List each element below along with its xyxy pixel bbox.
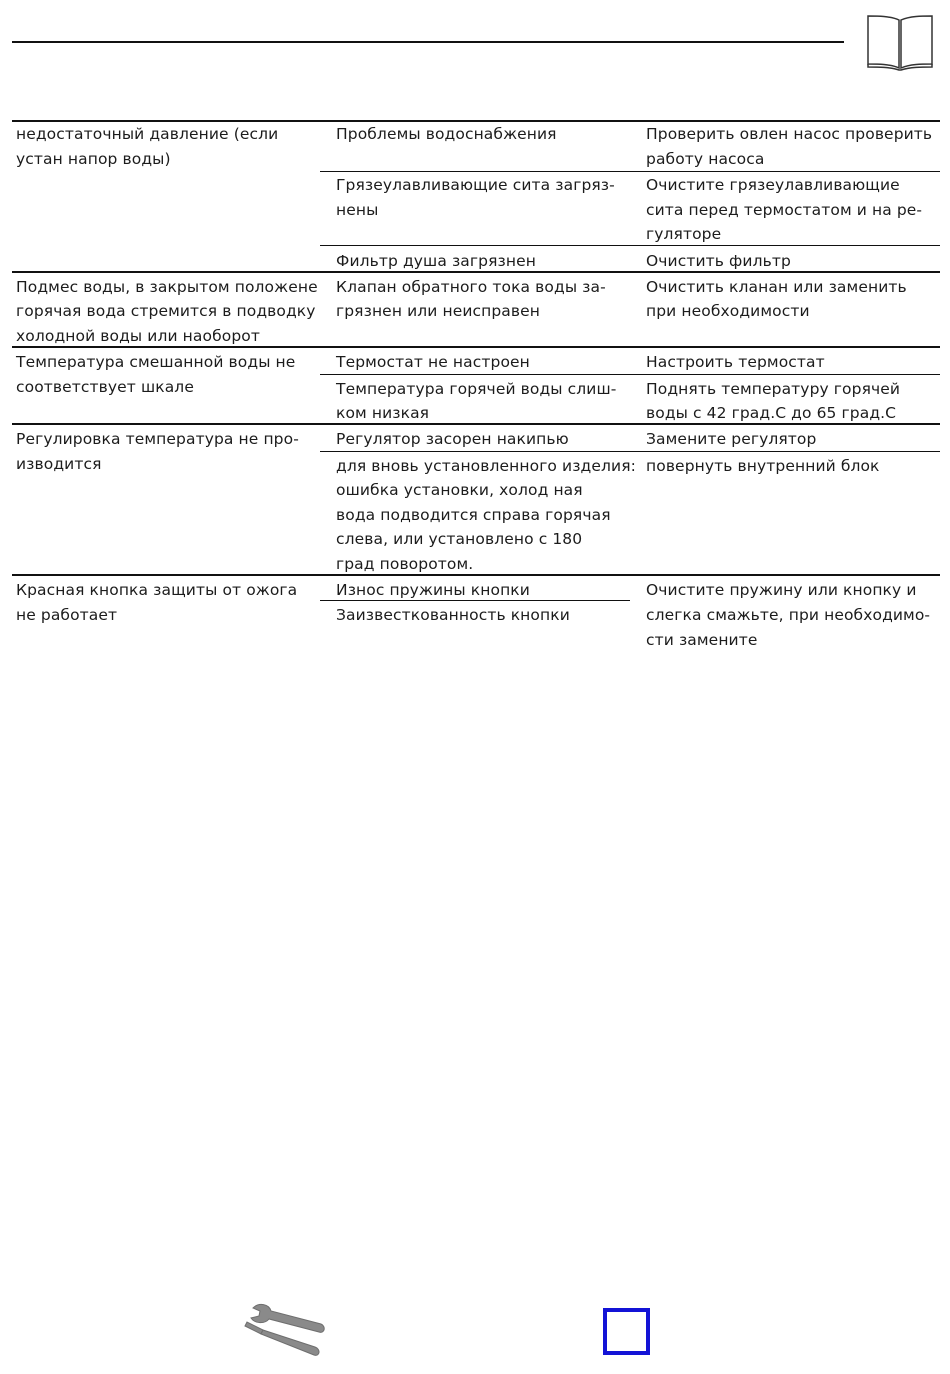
cause-line: Проблемы водоснабжения (336, 125, 557, 143)
cause-line: грязнен или неисправен (336, 302, 541, 320)
row-divider (12, 574, 940, 576)
solution-line: сита перед термостатом и на ре- (646, 201, 923, 219)
cause-line: Грязеулавливающие сита загряз- (336, 176, 615, 194)
problem-line: горячая вода стремится в подводку (16, 302, 316, 320)
cause-divider (320, 245, 940, 246)
problem-line: недостаточный давление (если (16, 125, 279, 143)
solution-line: Очистите пружину или кнопку и (646, 581, 917, 599)
solution-line: Очистить фильтр (646, 252, 791, 270)
problem-line: изводится (16, 455, 102, 473)
checkbox-icon[interactable] (603, 1308, 650, 1355)
cause-line: Клапан обратного тока воды за- (336, 278, 606, 296)
problem-line: Температура смешанной воды не (16, 353, 296, 371)
cause-line: град поворотом. (336, 555, 474, 573)
problem-line: холодной воды или наоборот (16, 327, 260, 345)
problem-line: Регулировка температура не про- (16, 430, 299, 448)
problem-line: не работает (16, 606, 118, 624)
solution-line: Настроить термостат (646, 353, 825, 371)
book-icon (866, 14, 934, 72)
solution-line: при необходимости (646, 302, 810, 320)
problem-line: Красная кнопка защиты от ожога (16, 581, 298, 599)
row-divider (12, 271, 940, 273)
solution-line: Проверить овлен насос проверить (646, 125, 933, 143)
wrench-screwdriver-icon (243, 1302, 327, 1358)
cause-line: Износ пружины кнопки (336, 581, 530, 599)
cause-divider (320, 600, 630, 601)
solution-line: Поднять температуру горячей (646, 380, 901, 398)
solution-line: воды с 42 град.С до 65 град.С (646, 404, 897, 422)
row-divider (12, 423, 940, 425)
header-rule (12, 41, 844, 43)
cause-line: для вновь установленного изделия: (336, 457, 636, 475)
solution-line: гуляторе (646, 225, 722, 243)
solution-line: Замените регулятор (646, 430, 817, 448)
cause-divider (320, 374, 940, 375)
cause-divider (320, 451, 940, 452)
row-divider (12, 346, 940, 348)
cause-line: слева, или установлено с 180 (336, 530, 583, 548)
cause-line: ошибка установки, холод ная (336, 481, 583, 499)
solution-line: повернуть внутренний блок (646, 457, 880, 475)
problem-line: соответствует шкале (16, 378, 194, 396)
problem-line: устан напор воды) (16, 150, 171, 168)
cause-divider (320, 171, 940, 172)
solution-line: сти замените (646, 631, 758, 649)
cause-line: Температура горячей воды слиш- (336, 380, 617, 398)
solution-line: работу насоса (646, 150, 765, 168)
cause-line: Регулятор засорен накипью (336, 430, 569, 448)
solution-line: слегка смажьте, при необходимо- (646, 606, 931, 624)
cause-line: Фильтр душа загрязнен (336, 252, 536, 270)
cause-line: ком низкая (336, 404, 430, 422)
cause-line: вода подводится справа горячая (336, 506, 611, 524)
cause-line: нены (336, 201, 379, 219)
solution-line: Очистить кланан или заменить (646, 278, 907, 296)
solution-line: Очистите грязеулавливающие (646, 176, 900, 194)
problem-line: Подмес воды, в закрытом положене (16, 278, 318, 296)
cause-line: Термостат не настроен (336, 353, 530, 371)
cause-line: Заизвесткованность кнопки (336, 606, 570, 624)
